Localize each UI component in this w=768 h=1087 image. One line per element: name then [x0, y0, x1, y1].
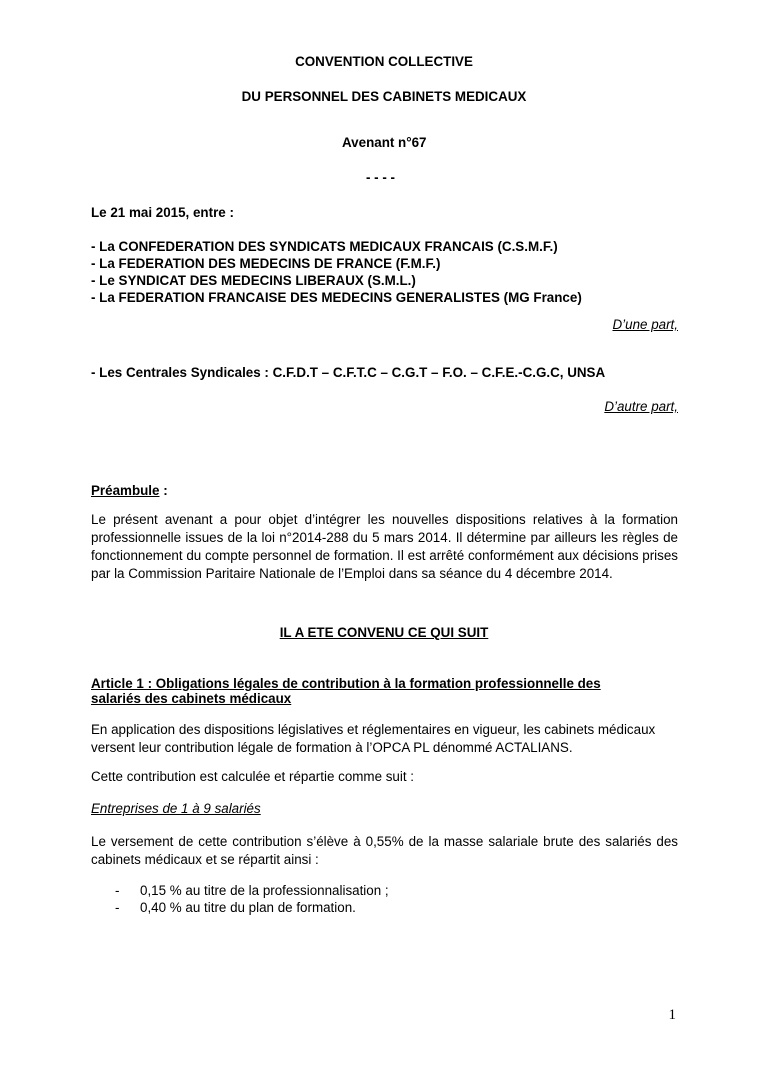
document-title: CONVENTION COLLECTIVE [295, 54, 473, 69]
preamble-heading-text: Préambule [91, 483, 160, 498]
employer-party-item: - La FEDERATION DES MEDECINS DE FRANCE (F.M.F.) [91, 256, 441, 271]
article-1-title-line-2: salariés des cabinets médicaux [91, 691, 292, 706]
article-1-paragraph: En application des dispositions législatives et réglementaires en vigueur, les cabinets médicaux versent leur contribution légale de formation à l’OPCA PL dénommé ACTALIANS. [91, 722, 656, 755]
article-1-title-line-1: Article 1 : Obligations légales de contribution à la formation professionnelle des [91, 676, 601, 691]
agreement-heading: IL A ETE CONVENU CE QUI SUIT [279, 625, 489, 640]
preamble-heading [91, 482, 168, 500]
preamble-paragraph: Le présent avenant a pour objet d’intégrer les nouvelles dispositions relatives à la formation professionnelle issues de la loi n°2014-288 du 5 mars 2014. Il détermine par ailleurs les règles de fonctionnement du compte personnel de formation. Il est arrêté conformément aux décisions prises par la Commission Paritaire Nationale de l’Emploi dans sa séance du 4 décembre 2014. [91, 512, 678, 581]
contribution-list-item: 0,40 % au titre du plan de formation. [140, 900, 356, 915]
employer-party-item: - La CONFEDERATION DES SYNDICATS MEDICAUX FRANCAIS (C.S.M.F.) [91, 239, 558, 254]
amendment-number: Avenant n°67 [342, 135, 427, 150]
agreement-date: Le 21 mai 2015, entre : [91, 205, 234, 220]
article-1-paragraph: Cette contribution est calculée et répartie comme suit : [91, 769, 415, 784]
first-party-label: D’une part, [612, 317, 678, 332]
article-1-paragraph: Le versement de cette contribution s’élève à 0,55% de la masse salariale brute des salariés des cabinets médicaux et se répartit ainsi : [91, 834, 678, 867]
company-size-subheading: Entreprises de 1 à 9 salariés [91, 801, 261, 816]
title-separator: - - - - [366, 170, 395, 185]
employer-party-item: - Le SYNDICAT DES MEDECINS LIBERAUX (S.M.L.) [91, 273, 416, 288]
preamble-heading-colon: : [159, 483, 168, 498]
contribution-list-item: 0,15 % au titre de la professionnalisation ; [140, 883, 389, 898]
page-number: 1 [668, 1007, 676, 1023]
list-bullet: - [115, 883, 120, 898]
document-subtitle: DU PERSONNEL DES CABINETS MEDICAUX [241, 89, 527, 104]
union-parties: - Les Centrales Syndicales : C.F.D.T – C.F.T.C – C.G.T – F.O. – C.F.E.-C.G.C, UNSA [91, 365, 606, 380]
second-party-label: D’autre part, [604, 399, 678, 414]
list-bullet: - [115, 900, 120, 915]
employer-party-item: - La FEDERATION FRANCAISE DES MEDECINS GENERALISTES (MG France) [91, 290, 582, 305]
